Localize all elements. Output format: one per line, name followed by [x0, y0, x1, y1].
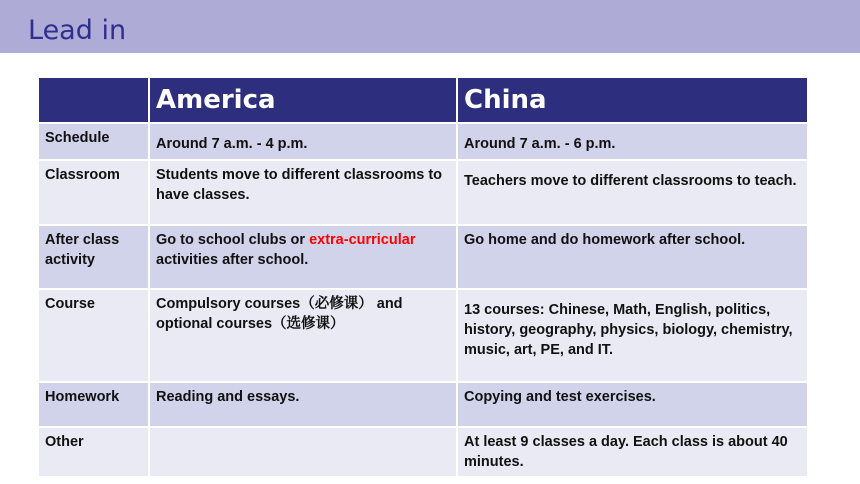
china-schedule: Around 7 a.m. - 6 p.m. [457, 123, 808, 159]
america-other [149, 427, 457, 478]
table-row [38, 225, 808, 289]
china-after-class: Go home and do homework after school. [457, 225, 808, 289]
row-label-schedule: Schedule [38, 123, 149, 159]
table-row [38, 123, 808, 159]
table-row [38, 289, 808, 382]
america-schedule: Around 7 a.m. - 4 p.m. [149, 123, 457, 159]
china-homework: Copying and test exercises. [457, 382, 808, 427]
row-label-course: Course [38, 289, 149, 382]
comparison-table [37, 76, 809, 478]
header-china: China [457, 77, 808, 123]
china-classroom: Teachers move to different classrooms to teach. [457, 160, 808, 225]
table-row [38, 160, 808, 225]
america-course: Compulsory courses（必修课） and optional courses（选修课） [149, 289, 457, 382]
row-label-homework: Homework [38, 382, 149, 427]
after-class-text-pre: Go to school clubs or [156, 231, 310, 248]
china-course: 13 courses: Chinese, Math, English, politics, history, geography, physics, biology, chemistry, music, art, PE, and IT. [457, 289, 808, 382]
after-class-text-post: activities after school. [156, 251, 309, 268]
extra-curricular-highlight: extra-curricular [309, 231, 416, 248]
header-corner-cell [38, 77, 149, 123]
row-label-other: Other [38, 427, 149, 478]
table-header-row [38, 77, 808, 123]
table-row [38, 382, 808, 427]
america-classroom: Students move to different classrooms to have classes. [149, 160, 457, 225]
america-after-class [149, 225, 457, 289]
header-america: America [149, 77, 457, 123]
title-banner [0, 0, 860, 53]
row-label-after-class: After class activity [38, 225, 149, 289]
china-other: At least 9 classes a day. Each class is about 40 minutes. [457, 427, 808, 478]
row-label-classroom: Classroom [38, 160, 149, 225]
america-homework: Reading and essays. [149, 382, 457, 427]
page-title: Lead in [28, 15, 127, 46]
table-row [38, 427, 808, 478]
